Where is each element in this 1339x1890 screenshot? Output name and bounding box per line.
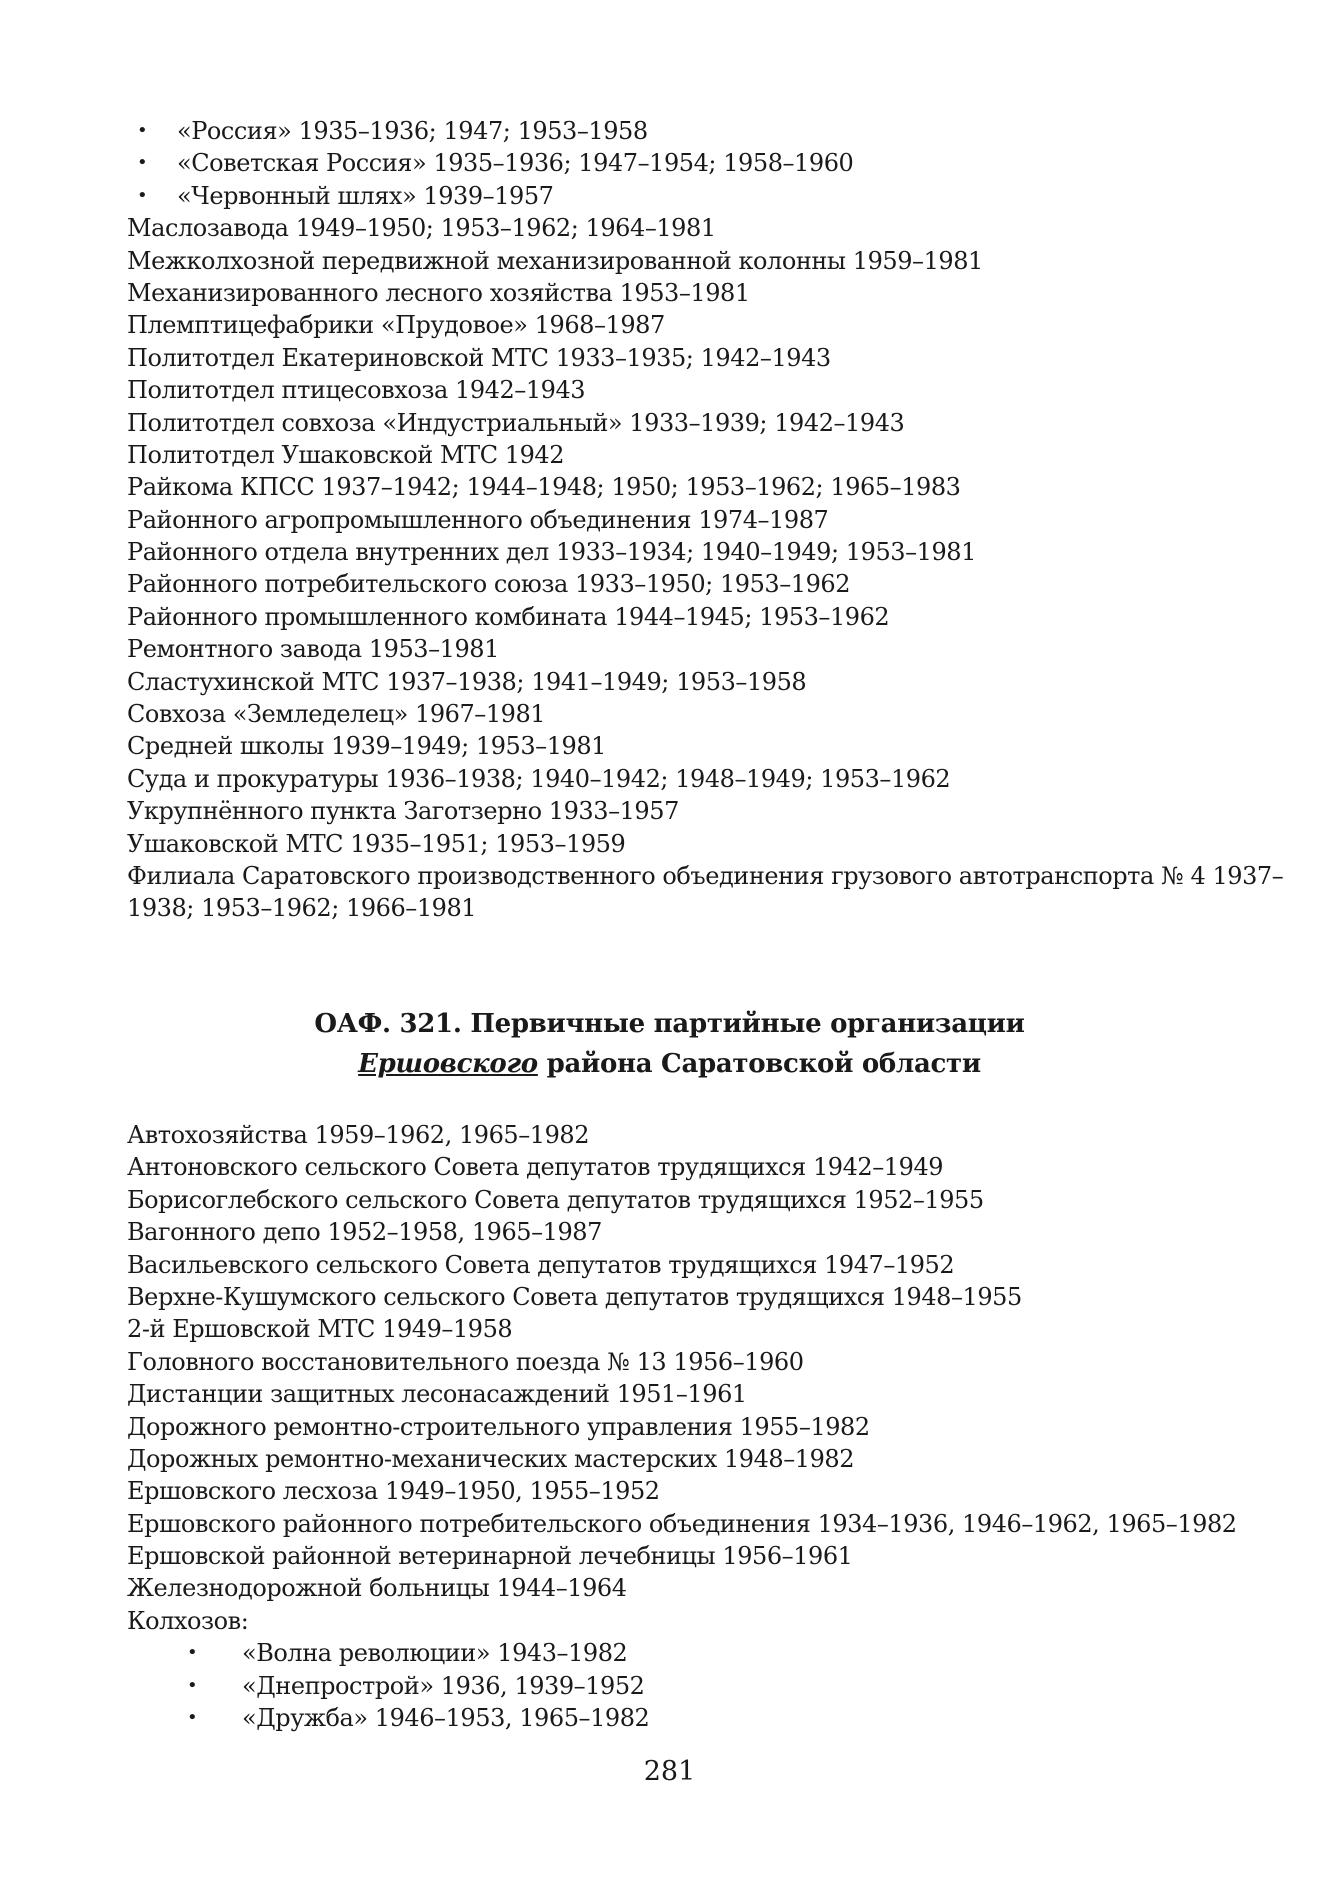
list-item: Колхозов: xyxy=(127,1606,249,1635)
list-item: Верхне-Кушумского сельского Совета депутатов трудящихся 1948–1955 xyxy=(127,1282,1022,1311)
bottom-entry-list xyxy=(127,1119,1237,1734)
list-item: • «Дружба» 1946–1953, 1965–1982 xyxy=(127,1702,1227,1734)
list-item: Средней школы 1939–1949; 1953–1981 xyxy=(127,732,606,761)
list-item: Районного потребительского союза 1933–1950; 1953–1962 xyxy=(127,570,851,599)
section-heading-line-2: Ершовского района Саратовской области xyxy=(358,1049,981,1079)
top-entry-list xyxy=(127,115,1284,925)
list-item: Борисоглебского сельского Совета депутатов трудящихся 1952–1955 xyxy=(127,1185,984,1214)
list-item: Районного промышленного комбината 1944–1945; 1953–1962 xyxy=(127,602,890,631)
list-item: Межколхозной передвижной механизированной колонны 1959–1981 xyxy=(127,246,983,275)
list-item: Суда и прокуратуры 1936–1938; 1940–1942; 1948–1949; 1953–1962 xyxy=(127,764,951,793)
bullet-icon: • xyxy=(187,1707,198,1729)
list-item: • «Советская Россия» 1935–1936; 1947–1954; 1958–1960 xyxy=(127,147,1227,179)
list-item: Железнодорожной больницы 1944–1964 xyxy=(127,1574,627,1603)
list-item: Политотдел Екатериновской МТС 1933–1935; 1942–1943 xyxy=(127,343,831,372)
bullet-icon: • xyxy=(187,1674,198,1696)
page-number: 281 xyxy=(643,1756,696,1787)
list-item: Ремонтного завода 1953–1981 xyxy=(127,635,499,664)
list-item: Филиала Саратовского производственного объединения грузового автотранспорта № 4 1937– xyxy=(127,861,1284,890)
list-item: Ершовского районного потребительского объединения 1934–1936, 1946–1962, 1965–1982 xyxy=(127,1509,1237,1538)
list-item: Дорожного ремонтно-строительного управления 1955–1982 xyxy=(127,1412,870,1441)
bullet-icon: • xyxy=(187,1642,198,1664)
list-item: Райкома КПСС 1937–1942; 1944–1948; 1950; 1953–1962; 1965–1983 xyxy=(127,473,961,502)
list-item: Дорожных ремонтно-механических мастерских 1948–1982 xyxy=(127,1444,855,1473)
list-item: Политотдел птицесовхоза 1942–1943 xyxy=(127,376,586,405)
list-item: Политотдел Ушаковской МТС 1942 xyxy=(127,440,565,469)
section-heading xyxy=(0,1004,1339,1084)
list-item: • «Волна революции» 1943–1982 xyxy=(127,1637,1227,1669)
list-item: 2-й Ершовской МТС 1949–1958 xyxy=(127,1315,513,1344)
list-item: Ушаковской МТС 1935–1951; 1953–1959 xyxy=(127,829,626,858)
list-item: Дистанции защитных лесонасаждений 1951–1961 xyxy=(127,1380,747,1409)
list-item: Районного агропромышленного объединения 1974–1987 xyxy=(127,505,829,534)
list-item: Маслозавода 1949–1950; 1953–1962; 1964–1981 xyxy=(127,214,716,243)
list-item: Племптицефабрики «Прудовое» 1968–1987 xyxy=(127,311,665,340)
list-item: Механизированного лесного хозяйства 1953–1981 xyxy=(127,278,750,307)
list-item: Головного восстановительного поезда № 13 1956–1960 xyxy=(127,1347,804,1376)
list-item: • «Днепрострой» 1936, 1939–1952 xyxy=(127,1670,1227,1702)
section-heading-line-1: ОАФ. 321. Первичные партийные организации xyxy=(314,1009,1025,1039)
list-item: Ершовского лесхоза 1949–1950, 1955–1952 xyxy=(127,1477,660,1506)
list-item: Васильевского сельского Совета депутатов трудящихся 1947–1952 xyxy=(127,1250,955,1279)
list-item: • «Червонный шлях» 1939–1957 xyxy=(127,180,1227,212)
list-item: 1938; 1953–1962; 1966–1981 xyxy=(127,894,477,923)
section-heading-district: Ершовского xyxy=(358,1049,538,1079)
bullet-icon: • xyxy=(137,120,148,141)
list-item: • «Россия» 1935–1936; 1947; 1953–1958 xyxy=(127,115,1227,147)
list-item: Автохозяйства 1959–1962, 1965–1982 xyxy=(127,1121,590,1149)
list-item: Укрупнённого пункта Заготзерно 1933–1957 xyxy=(127,797,679,826)
list-item: Районного отдела внутренних дел 1933–1934; 1940–1949; 1953–1981 xyxy=(127,538,976,567)
list-item: Антоновского сельского Совета депутатов трудящихся 1942–1949 xyxy=(127,1153,944,1182)
bullet-icon: • xyxy=(137,184,148,206)
list-item: Вагонного депо 1952–1958, 1965–1987 xyxy=(127,1218,602,1247)
bullet-icon: • xyxy=(137,152,148,174)
list-item: Политотдел совхоза «Индустриальный» 1933–1939; 1942–1943 xyxy=(127,408,905,437)
list-item: Ершовской районной ветеринарной лечебницы 1956–1961 xyxy=(127,1542,853,1571)
list-item: Совхоза «Земледелец» 1967–1981 xyxy=(127,700,546,729)
list-item: Сластухинской МТС 1937–1938; 1941–1949; 1953–1958 xyxy=(127,667,807,696)
